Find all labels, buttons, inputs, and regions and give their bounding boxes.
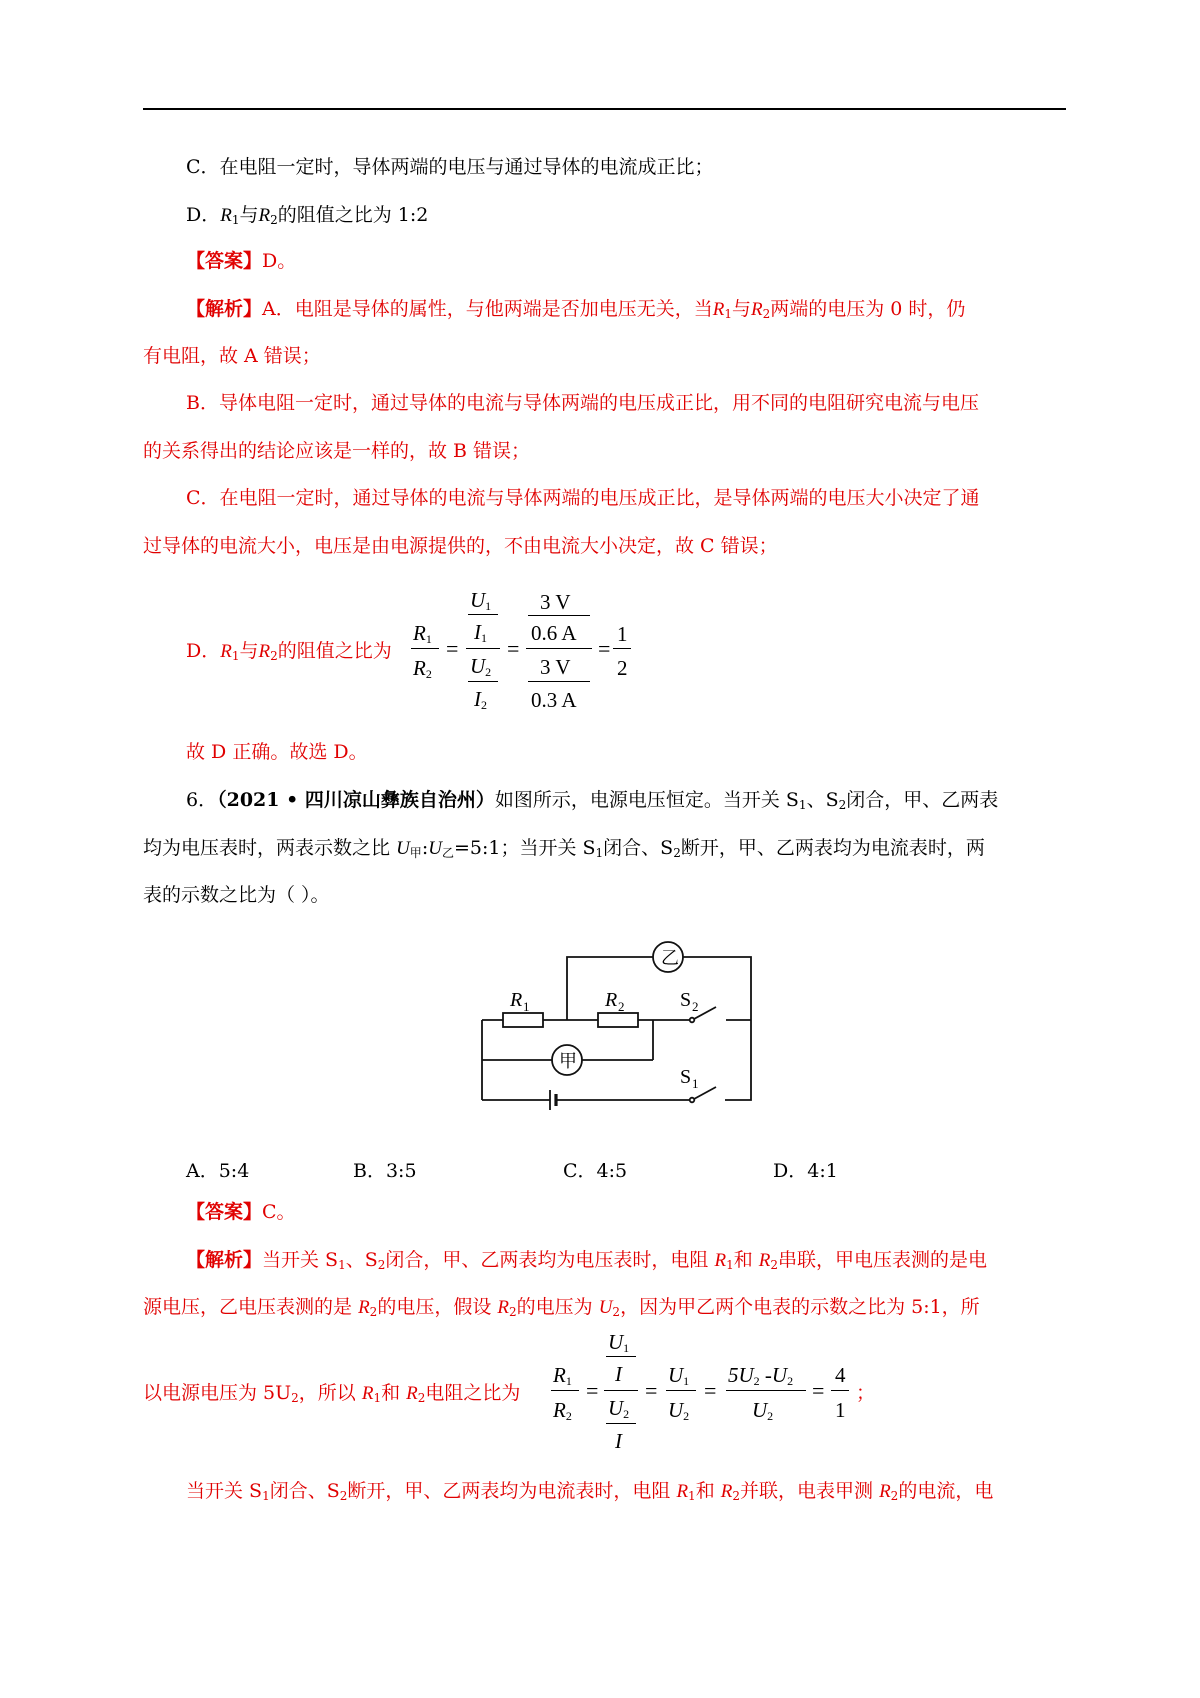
q5-analysis-c-line1: C．在电阻一定时，通过导体的电流与导体两端的电压成正比，是导体两端的电压大小决定了通 [186,487,980,509]
f2-u2: $U_2$ [668,1398,690,1423]
circuit-diagram [470,935,760,1120]
f1-two: 2 [617,656,628,680]
label-r1: R [510,989,523,1011]
q6-analysis-line2: 源电压，乙电压表测的是 $R_2$的电压，假设 $R_2$的电压为 $U_2$，因为甲乙两个电表的示数之比为 5:1，所 [143,1296,980,1319]
f2-bar-big [726,1390,806,1391]
label-s1: S [680,1066,692,1088]
f2-u1-inner: $U_1$ [608,1330,630,1355]
f2-u2-inner: $U_2$ [608,1396,630,1421]
q5-analysis-c-line2: 过导体的电流大小，电压是由电源提供的，不由电流大小决定，故 C 错误； [143,535,778,557]
switch-s1-pivot [690,1098,695,1103]
q5-option-d: D．$R_1$与$R_2$的阻值之比为 1:2 [186,204,429,227]
f1-u2: $U_2$ [470,654,492,679]
f2-r2: $R_2$ [553,1398,572,1423]
f1-r2: $R_2$ [413,656,432,681]
f1-one: 1 [617,622,628,646]
label-s1-sub: 1 [692,1076,699,1091]
label-r2: R [605,989,618,1011]
q6-stem-line1: 6．（2021 • 四川凉山彝族自治州）如图所示，电源电压恒定。当开关 $S_1$、$S_2$闭合，甲、乙两表 [186,789,999,812]
f1-bar-v1 [528,615,590,616]
q6-analysis-line4: 当开关 $S_1$闭合、$S_2$断开，甲、乙两表均为电流表时，电阻 $R_1$和 $R_2$并联，电表甲测 $R_2$的电流，电 [186,1480,994,1503]
f2-eq2: = [645,1378,658,1403]
f1-bar-v2 [528,681,590,682]
q6-option-d: D．4:1 [773,1160,838,1182]
q5-answer: 【答案】D。 [186,250,297,272]
f2-i-top: I [615,1362,622,1386]
label-r2-sub: 2 [618,999,625,1014]
f2-i-bottom: I [615,1429,622,1453]
f2-denominator: $U_2$ [752,1398,774,1423]
q5-analysis-d: D．$R_1$与$R_2$的阻值之比为 [186,640,392,663]
f1-i2: $I_2$ [474,687,487,712]
label-s2: S [680,989,692,1011]
f2-bar-u2 [606,1423,636,1424]
q6-stem-line2: 均为电压表时，两表示数之比 $U_甲:U_乙=5:1$；当开关 $S_1$闭合、$S_2$断开，甲、乙两表均为电流表时，两 [143,837,985,860]
q6-option-a: A．5:4 [186,1160,250,1182]
q5-conclusion: 故 D 正确。故选 D。 [186,741,368,763]
f2-bar-u [666,1390,696,1391]
f2-four: 4 [835,1363,846,1387]
f2-bar-ratio [831,1390,849,1391]
q6-analysis-line3-end: ； [856,1382,876,1404]
q6-stem-line3: 表的示数之比为（ ）。 [143,884,330,906]
f1-v2: 3 V [540,655,571,679]
q6-answer: 【答案】C。 [186,1201,296,1223]
resistor-r1 [503,1013,543,1027]
f1-bar-u1 [468,614,498,615]
label-s2-sub: 2 [692,999,699,1014]
f1-bar-main [466,648,500,649]
q6-option-b: B．3:5 [353,1160,417,1182]
resistor-r2 [598,1013,638,1027]
f2-eq1: = [586,1378,599,1403]
q5-analysis-a-line1: 【解析】A．电阻是导体的属性，与他两端是否加电压无关，当$R_1$与$R_2$两端的电压为 0 时，仍 [186,298,966,321]
q5-option-c: C．在电阻一定时，导体两端的电压与通过导体的电流成正比； [186,156,714,178]
f1-eq2: = [507,636,520,661]
q6-analysis-line1: 【解析】当开关 $S_1$、$S_2$闭合，甲、乙两表均为电压表时，电阻 $R_1$和 $R_2$串联，甲电压表测的是电 [186,1249,988,1272]
f1-a1: 0.6 A [531,621,577,645]
f1-eq1: = [446,636,459,661]
f1-bar-half [613,648,631,649]
f2-eq4: = [812,1378,825,1403]
f2-eq3: = [704,1378,717,1403]
f2-one: 1 [835,1398,846,1422]
f1-eq3: = [598,636,611,661]
q5-analysis-b-line1: B．导体电阻一定时，通过导体的电流与导体两端的电压成正比，用不同的电阻研究电流与电压 [186,392,979,414]
f2-bar-r [551,1390,579,1391]
f1-a2: 0.3 A [531,688,577,712]
f1-u1: $U_1$ [470,588,492,613]
f1-v1: 3 V [540,590,571,614]
f2-u1: $U_1$ [668,1363,690,1388]
f1-bar-u2 [468,681,498,682]
label-r1-sub: 1 [523,999,530,1014]
f1-bar-r [411,648,439,649]
header-rule [143,108,1066,110]
switch-s2-pivot [690,1018,695,1023]
q5-analysis-b-line2: 的关系得出的结论应该是一样的，故 B 错误； [143,440,531,462]
q6-option-c: C．4:5 [563,1160,628,1182]
f2-r1: $R_1$ [553,1363,572,1388]
f1-r1: $R_1$ [413,621,432,646]
f2-numerator: $5U_2$ $-U_2$ [728,1363,794,1388]
f2-bar-u1 [606,1356,636,1357]
meter-yi-label: 乙 [661,948,679,968]
f1-bar-main2 [526,648,592,649]
q6-analysis-line3: 以电源电压为 $5U_2$，所以 $R_1$和 $R_2$电阻之比为 [143,1382,521,1405]
f1-i1: $I_1$ [474,620,487,645]
f2-bar-main [604,1390,638,1391]
meter-jia-label: 甲 [559,1051,577,1071]
q5-analysis-a-line2: 有电阻，故 A 错误； [143,345,321,367]
